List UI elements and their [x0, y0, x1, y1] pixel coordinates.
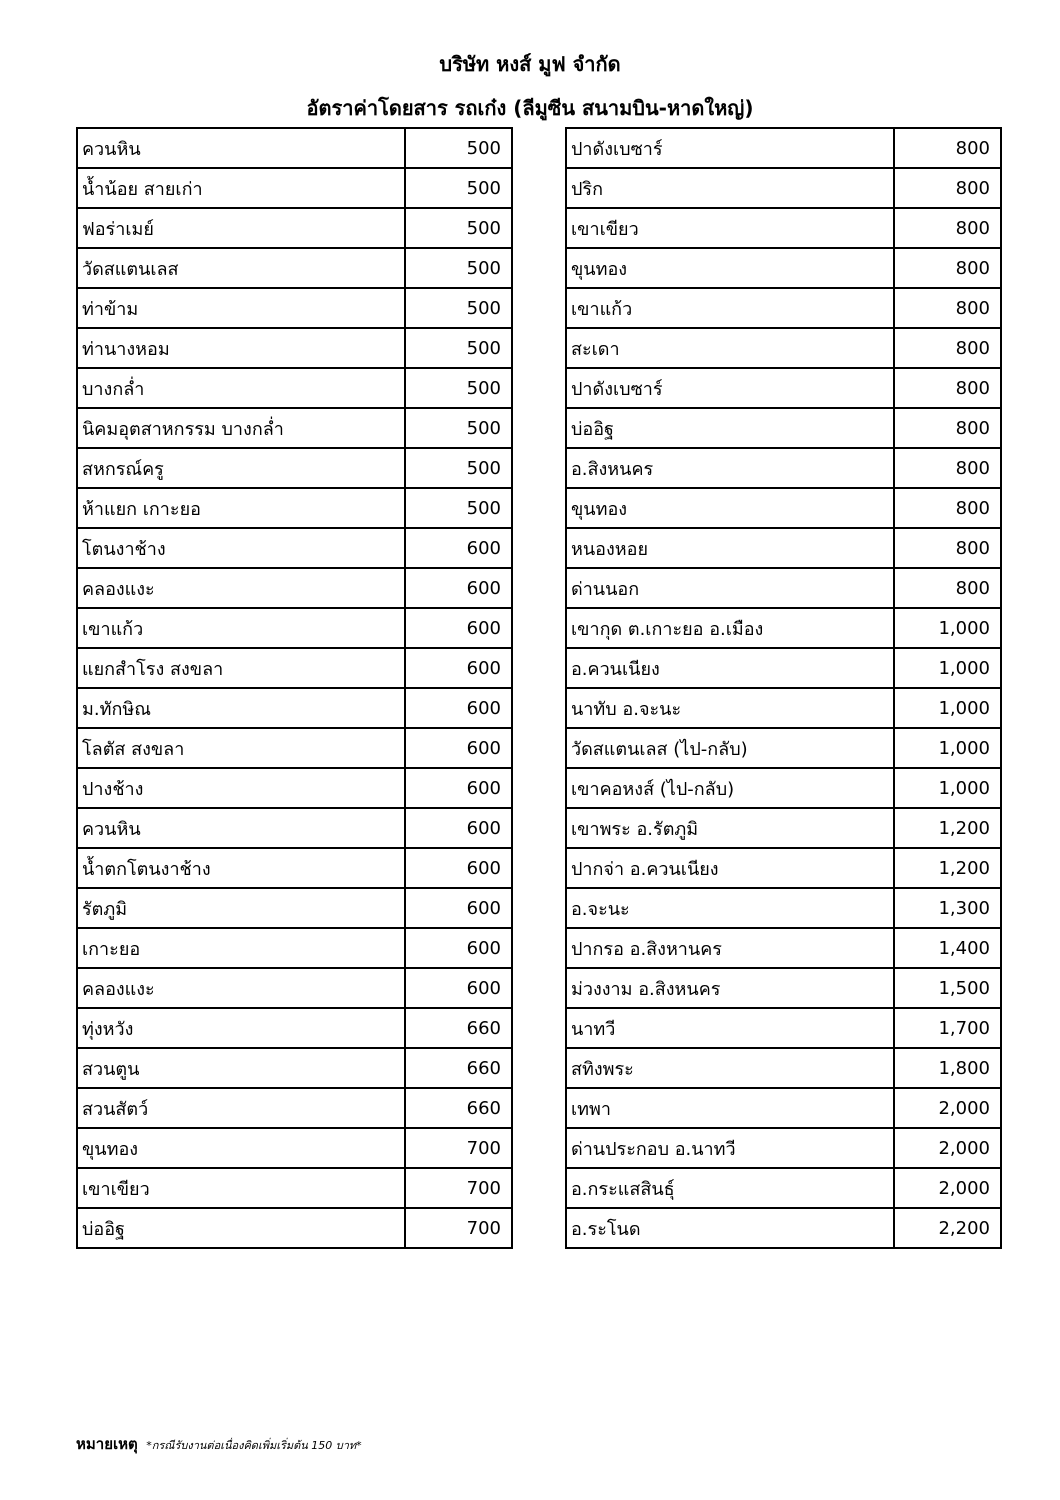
destination-cell: ม.ทักษิณ — [77, 688, 405, 728]
price-cell: 800 — [894, 528, 1001, 568]
fare-row — [566, 648, 1001, 688]
destination-cell: สหกรณ์ครู — [77, 448, 405, 488]
destination-cell: วัดสแตนเลส (ไป-กลับ) — [566, 728, 894, 768]
price-cell: 1,200 — [894, 848, 1001, 888]
fare-row — [566, 768, 1001, 808]
price-cell: 600 — [405, 648, 512, 688]
price-cell: 600 — [405, 528, 512, 568]
destination-cell: น้ำตกโตนงาช้าง — [77, 848, 405, 888]
destination-cell: ปาดังเบซาร์ — [566, 368, 894, 408]
fare-row — [566, 1048, 1001, 1088]
destination-cell: ควนหิน — [77, 808, 405, 848]
note-text: *กรณีรับงานต่อเนื่องคิดเพิ่มเริ่มต้น 150 บาท* — [146, 1439, 362, 1452]
destination-cell: รัตภูมิ — [77, 888, 405, 928]
fare-row — [566, 288, 1001, 328]
price-cell: 800 — [894, 568, 1001, 608]
price-cell: 600 — [405, 968, 512, 1008]
price-cell: 600 — [405, 728, 512, 768]
fare-subtitle: อัตราค่าโดยสาร รถเก๋ง (ลีมูซีน สนามบิน-หาดใหญ่) — [306, 96, 754, 120]
price-cell: 1,700 — [894, 1008, 1001, 1048]
fare-row — [566, 688, 1001, 728]
fare-row — [566, 408, 1001, 448]
fare-row — [566, 1088, 1001, 1128]
fare-row — [77, 488, 512, 528]
destination-cell: นิคมอุตสาหกรรม บางกล่ำ — [77, 408, 405, 448]
destination-cell: นาทับ อ.จะนะ — [566, 688, 894, 728]
destination-cell: ด่านประกอบ อ.นาทวี — [566, 1128, 894, 1168]
price-cell: 700 — [405, 1208, 512, 1248]
destination-cell: คลองแงะ — [77, 568, 405, 608]
destination-cell: เขาพระ อ.รัตภูมิ — [566, 808, 894, 848]
price-cell: 2,200 — [894, 1208, 1001, 1248]
fare-row — [566, 928, 1001, 968]
fare-row — [77, 128, 512, 168]
fare-row — [566, 1128, 1001, 1168]
price-cell: 500 — [405, 288, 512, 328]
fare-row — [566, 248, 1001, 288]
destination-cell: เขาเขียว — [77, 1168, 405, 1208]
price-cell: 1,800 — [894, 1048, 1001, 1088]
fare-table-right — [565, 127, 1002, 1249]
price-cell: 600 — [405, 848, 512, 888]
fare-row — [566, 888, 1001, 928]
price-cell: 500 — [405, 168, 512, 208]
destination-cell: สวนตูน — [77, 1048, 405, 1088]
footer-note — [76, 1432, 362, 1456]
destination-cell: นาทวี — [566, 1008, 894, 1048]
price-cell: 500 — [405, 248, 512, 288]
destination-cell: ทุ่งหวัง — [77, 1008, 405, 1048]
destination-cell: ห้าแยก เกาะยอ — [77, 488, 405, 528]
destination-cell: ขุนทอง — [77, 1128, 405, 1168]
fare-row — [566, 568, 1001, 608]
price-cell: 500 — [405, 128, 512, 168]
price-cell: 800 — [894, 368, 1001, 408]
fare-row — [566, 528, 1001, 568]
fare-row — [566, 808, 1001, 848]
destination-cell: เขาแก้ว — [566, 288, 894, 328]
fare-row — [77, 448, 512, 488]
price-cell: 2,000 — [894, 1128, 1001, 1168]
price-cell: 1,000 — [894, 688, 1001, 728]
price-cell: 800 — [894, 488, 1001, 528]
destination-cell: ขุนทอง — [566, 488, 894, 528]
destination-cell: อ.สิงหนคร — [566, 448, 894, 488]
price-cell: 500 — [405, 408, 512, 448]
destination-cell: ท่าข้าม — [77, 288, 405, 328]
fare-row — [77, 368, 512, 408]
price-cell: 2,000 — [894, 1088, 1001, 1128]
fare-row — [566, 368, 1001, 408]
destination-cell: สะเดา — [566, 328, 894, 368]
fare-row — [566, 848, 1001, 888]
price-cell: 660 — [405, 1008, 512, 1048]
fare-row — [77, 728, 512, 768]
fare-row — [77, 888, 512, 928]
fare-row — [566, 328, 1001, 368]
destination-cell: ควนหิน — [77, 128, 405, 168]
destination-cell: ด่านนอก — [566, 568, 894, 608]
fare-row — [77, 168, 512, 208]
fare-row — [566, 1168, 1001, 1208]
destination-cell: ปางช้าง — [77, 768, 405, 808]
price-cell: 500 — [405, 208, 512, 248]
destination-cell: ท่านางหอม — [77, 328, 405, 368]
fare-row — [566, 608, 1001, 648]
destination-cell: เกาะยอ — [77, 928, 405, 968]
price-cell: 600 — [405, 688, 512, 728]
price-cell: 800 — [894, 248, 1001, 288]
destination-cell: ขุนทอง — [566, 248, 894, 288]
price-cell: 700 — [405, 1168, 512, 1208]
destination-cell: เขาเขียว — [566, 208, 894, 248]
price-cell: 660 — [405, 1048, 512, 1088]
fare-row — [77, 408, 512, 448]
destination-cell: อ.กระแสสินธุ์ — [566, 1168, 894, 1208]
fare-row — [566, 448, 1001, 488]
destination-cell: เขาแก้ว — [77, 608, 405, 648]
fare-row — [77, 248, 512, 288]
destination-cell: สวนสัตว์ — [77, 1088, 405, 1128]
fare-row — [77, 928, 512, 968]
price-cell: 600 — [405, 928, 512, 968]
price-cell: 660 — [405, 1088, 512, 1128]
destination-cell: เขาคอหงส์ (ไป-กลับ) — [566, 768, 894, 808]
destination-cell: สทิงพระ — [566, 1048, 894, 1088]
fare-row — [77, 1208, 512, 1248]
destination-cell: ม่วงงาม อ.สิงหนคร — [566, 968, 894, 1008]
destination-cell: เทพา — [566, 1088, 894, 1128]
destination-cell: แยกสำโรง สงขลา — [77, 648, 405, 688]
fare-row — [77, 608, 512, 648]
price-cell: 600 — [405, 568, 512, 608]
price-cell: 1,000 — [894, 728, 1001, 768]
destination-cell: ปาดังเบซาร์ — [566, 128, 894, 168]
destination-cell: น้ำน้อย สายเก่า — [77, 168, 405, 208]
fare-row — [77, 1008, 512, 1048]
fare-row — [77, 768, 512, 808]
destination-cell: คลองแงะ — [77, 968, 405, 1008]
price-cell: 500 — [405, 448, 512, 488]
price-cell: 800 — [894, 128, 1001, 168]
fare-row — [566, 1208, 1001, 1248]
fare-row — [77, 328, 512, 368]
destination-cell: อ.ควนเนียง — [566, 648, 894, 688]
price-cell: 2,000 — [894, 1168, 1001, 1208]
fare-row — [77, 1088, 512, 1128]
fare-row — [77, 1128, 512, 1168]
fare-row — [77, 848, 512, 888]
destination-cell: วัดสแตนเลส — [77, 248, 405, 288]
price-cell: 1,000 — [894, 768, 1001, 808]
price-cell: 600 — [405, 608, 512, 648]
fare-row — [566, 488, 1001, 528]
note-label: หมายเหตุ — [76, 1435, 138, 1453]
price-cell: 500 — [405, 488, 512, 528]
fare-row — [566, 1008, 1001, 1048]
price-cell: 1,300 — [894, 888, 1001, 928]
fare-row — [566, 968, 1001, 1008]
price-cell: 600 — [405, 808, 512, 848]
destination-cell: ฟอร่าเมย์ — [77, 208, 405, 248]
price-cell: 800 — [894, 408, 1001, 448]
fare-row — [77, 1168, 512, 1208]
company-title: บริษัท หงส์ มูฟ จำกัด — [439, 52, 621, 76]
price-cell: 1,500 — [894, 968, 1001, 1008]
price-cell: 800 — [894, 448, 1001, 488]
fare-row — [566, 168, 1001, 208]
destination-cell: บ่ออิฐ — [77, 1208, 405, 1248]
price-cell: 800 — [894, 208, 1001, 248]
fare-row — [77, 968, 512, 1008]
fare-table-left — [76, 127, 513, 1249]
price-cell: 600 — [405, 768, 512, 808]
price-cell: 800 — [894, 288, 1001, 328]
price-cell: 800 — [894, 328, 1001, 368]
destination-cell: ปากจ่า อ.ควนเนียง — [566, 848, 894, 888]
destination-cell: อ.จะนะ — [566, 888, 894, 928]
destination-cell: หนองหอย — [566, 528, 894, 568]
price-cell: 700 — [405, 1128, 512, 1168]
destination-cell: โลตัส สงขลา — [77, 728, 405, 768]
fare-row — [566, 128, 1001, 168]
price-cell: 1,200 — [894, 808, 1001, 848]
destination-cell: อ.ระโนด — [566, 1208, 894, 1248]
fare-row — [77, 528, 512, 568]
fare-row — [77, 1048, 512, 1088]
price-cell: 1,000 — [894, 608, 1001, 648]
destination-cell: เขากุด ต.เกาะยอ อ.เมือง — [566, 608, 894, 648]
destination-cell: ปากรอ อ.สิงหานคร — [566, 928, 894, 968]
fare-row — [77, 808, 512, 848]
fare-row — [77, 568, 512, 608]
destination-cell: โตนงาช้าง — [77, 528, 405, 568]
fare-row — [566, 728, 1001, 768]
price-cell: 600 — [405, 888, 512, 928]
destination-cell: บ่ออิฐ — [566, 408, 894, 448]
price-cell: 1,000 — [894, 648, 1001, 688]
price-cell: 1,400 — [894, 928, 1001, 968]
price-cell: 800 — [894, 168, 1001, 208]
price-cell: 500 — [405, 328, 512, 368]
fare-row — [77, 688, 512, 728]
fare-row — [77, 288, 512, 328]
destination-cell: ปริก — [566, 168, 894, 208]
price-cell: 500 — [405, 368, 512, 408]
fare-row — [77, 648, 512, 688]
destination-cell: บางกล่ำ — [77, 368, 405, 408]
fare-row — [77, 208, 512, 248]
fare-row — [566, 208, 1001, 248]
